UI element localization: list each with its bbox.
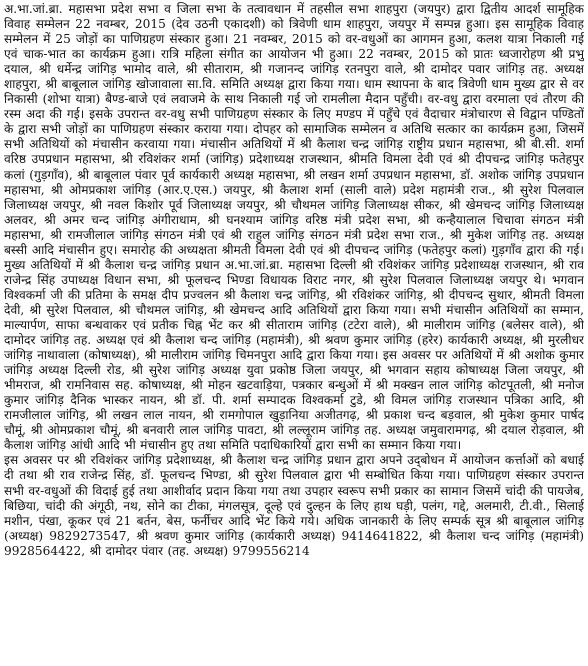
news-article (4, 2, 584, 664)
article-paragraph-main: अ.भा.जां.ब्रा. महासभा प्रदेश सभा व जिला सभा के तत्वावधान में तहसील सभा शाहपुरा (जयपुर) द्वारा द्वितीय आदर्श सामूहिक विवाह सम्मेलन 22 नवम्बर, 2015 (देव उठनी एकादशी) को त्रिवेणी धाम शाहपुरा, जयपुर में सम्पन्न हुआ। इस सामूहिक विवाह सम्मेलन में 25 जोड़ों का पाणिग्रहण संस्कार हुआ। 21 नवम्बर, 2015 को वर-वधुओं का आगमन हुआ, कलश यात्रा निकाली गई एवं चाक-भात का कार्यक्रम हुआ। रात्रि महिला संगीत का आयोजन भी हुआ। 22 नवम्बर, 2015 को प्रातः ध्वजारोहण श्री प्रभु दयाल, श्री धर्मेन्द्र जांगिड़ भामोद वाले, श्री सीताराम, श्री गजानन्द जांगिड़ रतनपुरा वाले, श्री दामोदर पवार जांगिड़ तह. अध्यक्ष शाहपुरा, श्री बाबूलाल जांगिड़ खोजावाला सा.वि. समिति अध्यक्ष द्वारा किया गया। धाम स्थापना के बाद त्रिवेणी धाम मुख्य द्वार से वर निकासी (शोभा यात्रा) बैण्ड-बाजे एवं लवाजमे के साथ निकाली गई जो रामलीला मैदान पहुँची। वर-वधु द्वारा वरमाला एवं तौरण की रस्म अदा की गई। इसके उपरान्त वर-वधु सभी पाणिग्रहण संस्कार के लिए मण्डप में पहुँचे एवं वैदाचार मंत्रोचारण से विद्वान पण्डितों के द्वारा सभी जोड़ों का पाणिग्रहण संस्कार कराया गया। दोपहर को सामाजिक सम्मेलन व अतिथि सत्कार का कार्यक्रम हुआ, जिसमें सभी अतिथियों को मंचासीन करवाया गया। मंचासीन अतिथियों में श्री कैलाश चन्द्र जांगिड़ राष्ट्रीय प्रधान महासभा, श्री बी.सी. शर्मा वरिष्ठ उपप्रधान महासभा, श्री रविशंकर शर्मा (जांगिड़) प्रदेशाध्यक्ष राजस्थान, श्रीमति विमला देवी एवं श्री दीपचन्द्र जांगिड़ फतेहपुर कलां (गुड़गाँव), श्री बाबूलाल पंवार पूर्व कार्यकारी अध्यक्ष महासभा, श्री लखन शर्मा उपप्रधान महासभा, डॉ. अशोक जांगिड़ उपप्रधान महासभा, श्री ओमप्रकाश जांगिड़ (आर.ए.एस.) जयपुर, श्री कैलाश शर्मा (साली वाले) प्रदेश महामंत्री राज., श्री सुरेश पिलवाल जिलाध्यक्ष जयपुर, श्री नवल किशोर पूर्व जिलाध्यक्ष जयपुर, श्री चौथमल जांगिड़ जिलाध्यक्ष सीकर, श्री खेमचन्द जांगिड़ जिलाध्यक्ष अलवर, श्री अमर चन्द जांगिड़ अंगीराधाम, श्री घनश्याम जांगिड़ वरिष्ठ मंत्री प्रदेश सभा, श्री कन्हैयालाल चिचावा संगठन मंत्री महासभा, श्री रामजीलाल जांगिड़ संगठन मंत्री एवं श्री राहुल जांगिड़ संगठन मंत्री प्रदेश सभा राज., श्री मुकेश जांगिड़ तह. अध्यक्ष बस्सी आदि मंचासीन हुए। समारोह की अध्यक्षता श्रीमती विमला देवी एवं श्री दीपचन्द जांगिड़ (फतेहपुर कलां) गुड़गाँव द्वारा की गई। मुख्य अतिथियों में श्री कैलाश चन्द्र जांगिड़ प्रधान अ.भा.जां.ब्रा. महासभा दिल्ली श्री रविशंकर जांगिड़ प्रदेशाध्यक्ष राजस्थान, श्री राव राजेन्द्र सिंह उपाध्यक्ष विधान सभा, श्री फूलचन्द भिण्डा विधायक विराट नगर, श्री सुरेश पिलवाल जिलाध्यक्ष जयपुर थे। भगवान विश्वकर्मा जी की प्रतिमा के समक्ष दीप प्रज्वलन श्री कैलाश चन्द्र जांगिड़, श्री रविशंकर जांगिड़, श्री दीपचन्द सुथार, श्रीमती विमला देवी, श्री सुरेश पिलवाल, श्री चौथमल जांगिड़, श्री खेमचन्द आदि अतिथियों द्वारा किया गया। सभी मंचासीन अतिथियों का सम्मान, माल्यार्पण, साफा बन्धवाकर एवं प्रतीक चिह्न भेंट कर श्री सीताराम जांगिड़ (टटेरा वाले), श्री मालीराम जांगिड़ (बलेसर वाले), श्री दामोदर जांगिड़ तह. अध्यक्ष एवं श्री कैलाश चन्द जांगिड़ (महामंत्री), श्री श्रवण कुमार जांगिड़ (हरेर) कार्यकारी अध्यक्ष, श्री मुरलीधर जांगिड़ नाथावाला (कोषाध्यक्ष), श्री मालीराम जांगिड़ चिमनपुरा आदि द्वारा किया गया। इस अवसर पर अतिथियों में श्री अशोक कुमार जांगिड़ अध्यक्ष दिल्ली रोड, श्री सुरेश जांगिड़ अध्यक्ष युवा प्रकोष्ठ जिला जयपुर, श्री भगवान सहाय कोषाध्यक्ष जिला जयपुर, श्री भीमराज, श्री रामनिवास सह. कोषाध्यक्ष, श्री मोहन खटवाड़िया, पत्रकार बन्धुओं में श्री मक्खन लाल जांगिड़ कोटपूतली, श्री मनोज कुमार जांगिड़ दैनिक भास्कर नायन, श्री डॉ. पी. शर्मा सम्पादक विश्वकर्मा टुडे, श्री विमल जांगिड़ राजस्थान पत्रिका आदि, श्री रामजीलाल जांगिड़, श्री लखन लाल नायन, श्री रामगोपाल खुड़ानिया अजीतगढ़, श्री प्रकाश चन्द बड़वाल, श्री मुकेश कुमार पार्षद चौमूं, श्री ओमप्रकाश चौमूं, श्री बनवारी लाल जांगिड़ पावटा, श्री लल्लूराम जांगिड़ तह. अध्यक्ष जमुवारामगढ़, श्री दयाल रोड़वाल, श्री कैलाश जांगिड़ आंधी आदि भी मंचासीन हुए तथा समिति पदाधिकारियों द्वारा सभी का सम्मान किया गया। (4, 2, 584, 453)
article-paragraph-closing: इस अवसर पर श्री रविशंकर जांगिड़ प्रदेशाध्यक्ष, श्री कैलाश चन्द्र जांगिड़ प्रधान द्वारा अपने उद्‌बोधन में आयोजन कर्त्ताओं को बधाई दी तथा श्री राव राजेन्द्र सिंह, डॉ. फूलचन्द भिण्डा, श्री सुरेश पिलवाल द्वारा भी सम्बोधित किया गया। पाणिग्रहण संस्कार उपरान्त सभी वर-वधुओं की विदाई हुई तथा आशीर्वाद प्रदान किया गया तथा उपहार स्वरूप सभी प्रकार का सामान जिसमें चांदी की पायजेब, बिछिया, चांदी की अंगूठी, नथ, सोने का टीका, मंगलसूत्र, दूल्हे एवं दुल्हन के लिए हाथ घड़ी, पलंग, गद्दे, अलमारी, टी.वी., सिलाई मशीन, पंखा, कूकर एवं 21 बर्तन, बेस, फर्नीचर आदि भेंट किये गये। अधिक जानकारी के लिए सम्पर्क सूत्र श्री बाबूलाल जांगिड़ (अध्यक्ष) 9829273547, श्री श्रवण कुमार जांगिड़ (कार्यकारी अध्यक्ष) 9414641822, श्री कैलाश चन्द जांगिड़ (महामंत्री) 9928564422, श्री दामोदर पंवार (तह. अध्यक्ष) 9799556214 (4, 453, 584, 558)
